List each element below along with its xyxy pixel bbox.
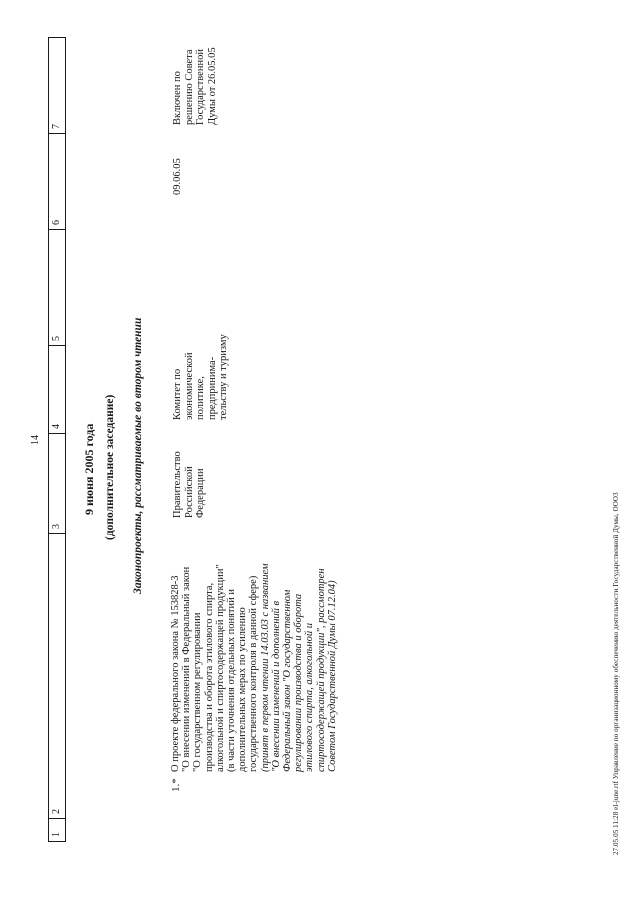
section-heading: Законопроекты, рассматриваемые во втором чтении [132,317,144,594]
note-line: Федеральный закон "О государственном [282,589,294,772]
note-line: "О внесении изменений и дополнений в [270,600,282,772]
author-line: Федерации [195,468,206,518]
author-line: Правительство [172,451,183,518]
header-col-4: 4 [49,345,65,433]
title-line: производства и оборота этилового спирта, [203,582,215,772]
note-line: регулировании производства и оборота [293,593,305,772]
committee-line: политике, [195,376,206,420]
decision-line: Государственной [195,49,206,125]
decision-line: решению Совета [183,49,195,125]
header-col-2: 2 [49,533,65,818]
header-col-1: 1 [49,818,65,841]
item-decision [172,47,218,125]
header-col-3: 3 [49,433,65,533]
title-line: О проекте федерального закона № 153828-3 [170,575,181,772]
title-line: алкогольной и спиртосодержащей продукции" [214,564,226,772]
decision-line: Включен по [172,71,183,125]
committee-line: предпринима- [206,356,218,420]
session-note: (дополнительное заседание) [104,394,116,540]
date-heading: 9 июня 2005 года [82,423,96,515]
header-col-6: 6 [49,133,65,229]
table-header-row [48,37,66,842]
note-line: спиртосодержащей продукции", рассмотрен [315,568,327,772]
item-number: 1.* [170,778,182,792]
note-line: Советом Государственной Думы 07.12.04) [326,580,338,772]
header-col-7: 7 [51,124,62,129]
item-title [170,563,338,772]
note-line: (принят в первом чтении 14.03.03 с названием [259,563,271,772]
footer-line: 27.05.05 11:28 el-june.rtf Управление по организационному обеспечению деятельности Государственной Думы, ООО3 [612,492,620,855]
header-col-5: 5 [49,229,65,345]
title-line: (в части уточнения отдельных понятий и [226,589,238,772]
page-number: 14 [30,435,41,445]
committee-line: экономической [183,352,195,420]
title-line: дополнительных мерах по усилению [237,607,249,772]
title-line: "О внесении изменений в Федеральный закон [181,566,193,772]
note-line: этилового спирта, алкогольной и [304,622,316,772]
committee-line: Комитет по [172,368,183,420]
title-line: государственного контроля в данной сфере) [248,575,260,772]
title-line: "О государственном регулировании [192,612,204,772]
committee-line: тельству и туризму [218,334,229,420]
item-committee [172,334,230,420]
item-author [172,451,207,518]
decision-line: Думы от 26.05.05 [206,47,218,125]
item-date: 09.06.05 [172,158,183,195]
author-line: Российской [183,466,195,518]
